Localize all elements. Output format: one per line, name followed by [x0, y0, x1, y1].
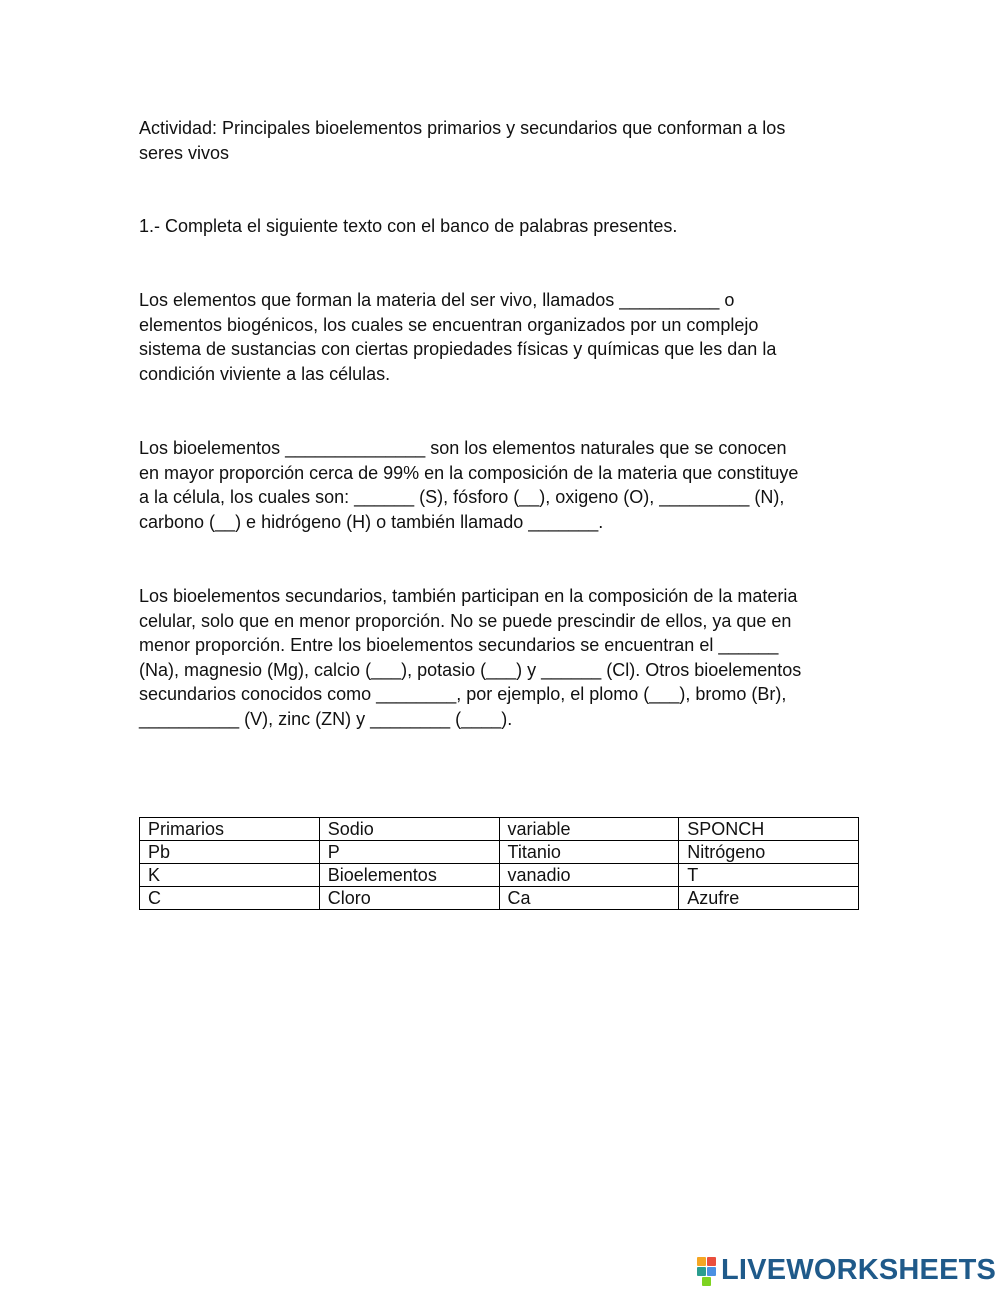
title-line: seres vivos [139, 142, 230, 163]
paragraph-line: en mayor proporción cerca de 99% en la composición de la materia que constituye [139, 462, 799, 483]
paragraph-3 [139, 584, 879, 731]
word-bank-table [139, 817, 859, 910]
table-cell: C [140, 887, 320, 910]
table-row [140, 818, 859, 841]
activity-title [139, 116, 879, 165]
paragraph-line: condición viviente a las células. [139, 363, 391, 384]
logo-text: LIVEWORKSHEETS [721, 1253, 997, 1286]
table-cell: Ca [499, 887, 679, 910]
paragraph-line: (Na), magnesio (Mg), calcio (___), potasio (___) y ______ (Cl). Otros bioelementos [139, 659, 802, 680]
table-cell: Azufre [679, 887, 859, 910]
table-row [140, 864, 859, 887]
table-cell: SPONCH [679, 818, 859, 841]
paragraph-line: a la célula, los cuales son: ______ (S), fósforo (__), oxigeno (O), _________ (N), [139, 487, 785, 507]
paragraph-1 [139, 288, 879, 386]
liveworksheets-logo-icon [697, 1255, 719, 1285]
paragraph-line: secundarios conocidos como ________, por ejemplo, el plomo (___), bromo (Br), [139, 684, 787, 704]
table-cell: P [319, 841, 499, 864]
table-cell: Cloro [319, 887, 499, 910]
paragraph-line: elementos biogénicos, los cuales se encuentran organizados por un complejo [139, 314, 759, 335]
table-cell: vanadio [499, 864, 679, 887]
table-cell: Sodio [319, 818, 499, 841]
table-cell: Nitrógeno [679, 841, 859, 864]
table-cell: Bioelementos [319, 864, 499, 887]
table-cell: K [140, 864, 320, 887]
table-cell: Pb [140, 841, 320, 864]
table-cell: Titanio [499, 841, 679, 864]
table-row [140, 841, 859, 864]
table-cell: variable [499, 818, 679, 841]
paragraph-line: celular, solo que en menor proporción. No se puede prescindir de ellos, ya que en [139, 610, 792, 631]
paragraph-line: Los bioelementos ______________ son los elementos naturales que se conocen [139, 438, 787, 458]
title-line: Actividad: Principales bioelementos primarios y secundarios que conforman a los [139, 118, 786, 138]
paragraph-line: Los bioelementos secundarios, también participan en la composición de la materia [139, 586, 798, 606]
paragraph-line: __________ (V), zinc (ZN) y ________ (____). [139, 708, 513, 729]
paragraph-line: menor proporción. Entre los bioelementos secundarios se encuentran el ______ [139, 635, 779, 655]
table-cell: Primarios [140, 818, 320, 841]
liveworksheets-logo [697, 1254, 996, 1286]
paragraph-line: carbono (__) e hidrógeno (H) o también llamado _______. [139, 511, 604, 532]
paragraph-line: Los elementos que forman la materia del ser vivo, llamados __________ o [139, 290, 735, 310]
instruction-text: 1.- Completa el siguiente texto con el banco de palabras presentes. [139, 216, 678, 236]
table-cell: T [679, 864, 859, 887]
paragraph-line: sistema de sustancias con ciertas propiedades físicas y químicas que les dan la [139, 339, 777, 359]
paragraph-2 [139, 436, 879, 534]
table-row [140, 887, 859, 910]
